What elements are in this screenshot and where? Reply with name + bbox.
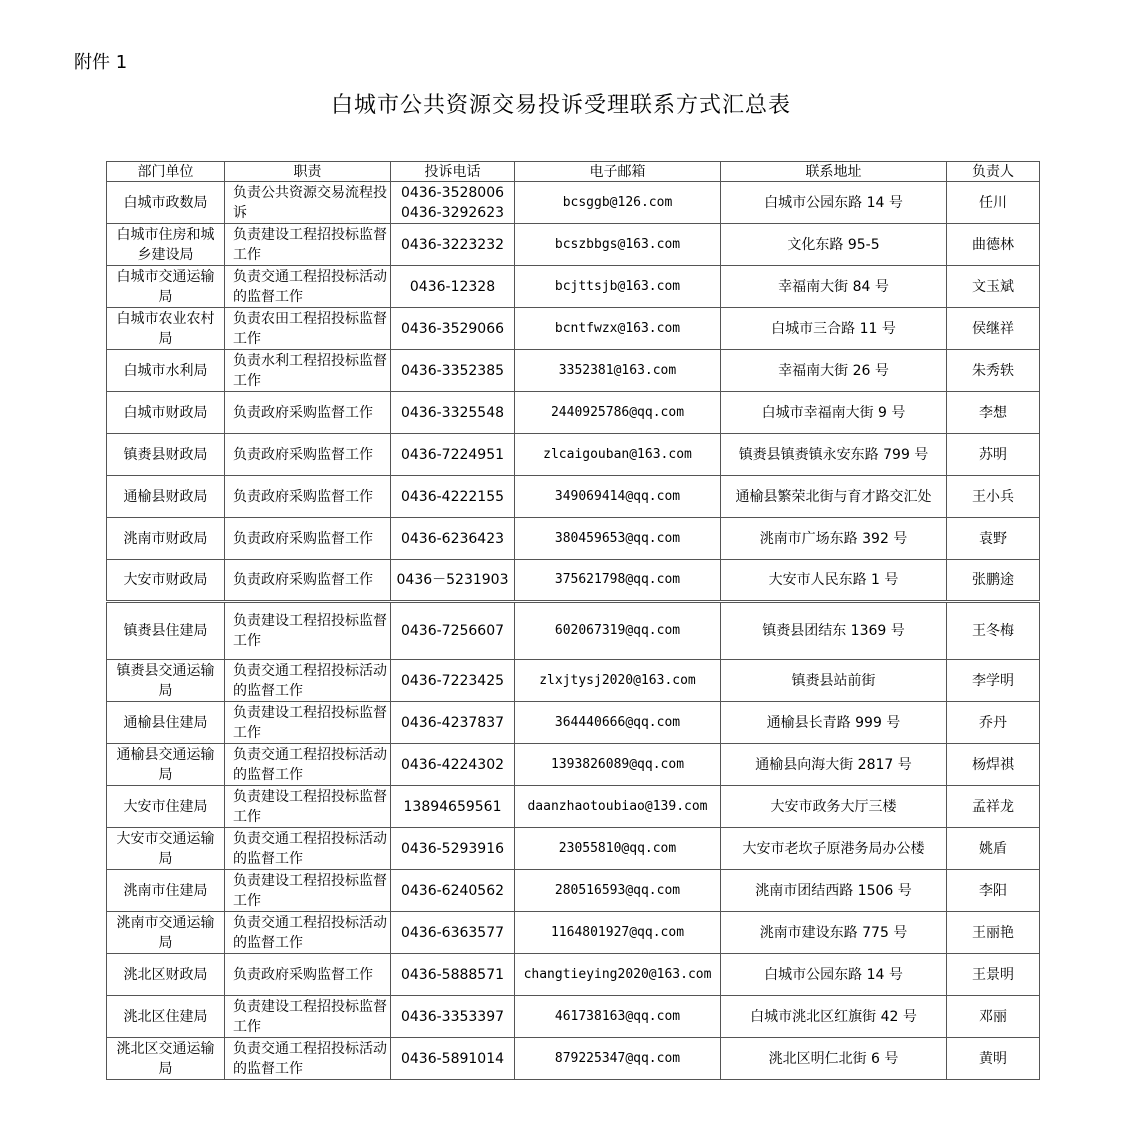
- phone-number: 0436-7223425: [400, 672, 505, 689]
- phone-number: 0436-3528006: [400, 184, 505, 201]
- duty-cell: 负责建设工程招投标监督工作: [225, 786, 391, 828]
- phone-number: 0436-3292623: [400, 204, 505, 221]
- person-cell: 黄明: [947, 1038, 1040, 1080]
- email-cell: 2440925786@qq.com: [515, 392, 721, 434]
- phone-number: 0436-4237837: [400, 714, 505, 731]
- table-row: [107, 954, 1040, 996]
- email-cell: 1393826089@qq.com: [515, 744, 721, 786]
- person-cell: 曲德林: [947, 224, 1040, 266]
- person-cell: 孟祥龙: [947, 786, 1040, 828]
- attachment-label: 附件 1: [74, 52, 128, 73]
- person-cell: 乔丹: [947, 702, 1040, 744]
- phone-cell: [391, 828, 515, 870]
- dept-cell: 通榆县财政局: [107, 476, 225, 518]
- email-cell: bcszbbgs@163.com: [515, 224, 721, 266]
- dept-cell: 白城市财政局: [107, 392, 225, 434]
- phone-number: 0436-3325548: [400, 404, 505, 421]
- phone-number: 0436-6236423: [400, 530, 505, 547]
- address-cell: 洮北区明仁北街 6 号: [721, 1038, 947, 1080]
- email-cell: bcsggb@126.com: [515, 182, 721, 224]
- dept-cell: 通榆县住建局: [107, 702, 225, 744]
- dept-cell: 镇赉县交通运输局: [107, 660, 225, 702]
- duty-cell: 负责建设工程招投标监督工作: [225, 602, 391, 660]
- address-cell: 通榆县向海大街 2817 号: [721, 744, 947, 786]
- email-cell: 1164801927@qq.com: [515, 912, 721, 954]
- dept-cell: 白城市政数局: [107, 182, 225, 224]
- phone-cell: [391, 912, 515, 954]
- email-cell: 349069414@qq.com: [515, 476, 721, 518]
- email-cell: zlxjtysj2020@163.com: [515, 660, 721, 702]
- address-cell: 通榆县长青路 999 号: [721, 702, 947, 744]
- email-cell: 380459653@qq.com: [515, 518, 721, 560]
- phone-number: 0436-5891014: [400, 1050, 505, 1067]
- phone-number: 13894659561: [403, 798, 502, 815]
- table-row: [107, 224, 1040, 266]
- header-dept: 部门单位: [107, 162, 225, 182]
- table-row: [107, 996, 1040, 1038]
- duty-cell: 负责政府采购监督工作: [225, 434, 391, 476]
- table-row: [107, 434, 1040, 476]
- person-cell: 苏明: [947, 434, 1040, 476]
- dept-cell: 白城市交通运输局: [107, 266, 225, 308]
- person-cell: 姚盾: [947, 828, 1040, 870]
- address-cell: 白城市三合路 11 号: [721, 308, 947, 350]
- phone-cell: [391, 744, 515, 786]
- phone-number: 0436-6363577: [400, 924, 505, 941]
- dept-cell: 洮北区财政局: [107, 954, 225, 996]
- dept-cell: 白城市住房和城乡建设局: [107, 224, 225, 266]
- duty-cell: 负责政府采购监督工作: [225, 392, 391, 434]
- address-cell: 通榆县繁荣北街与育才路交汇处: [721, 476, 947, 518]
- person-cell: 邓丽: [947, 996, 1040, 1038]
- phone-number: 0436-3352385: [400, 362, 505, 379]
- phone-number: 0436-5888571: [400, 966, 505, 983]
- table-row: [107, 786, 1040, 828]
- person-cell: 王丽艳: [947, 912, 1040, 954]
- phone-cell: [391, 224, 515, 266]
- duty-cell: 负责交通工程招投标活动的监督工作: [225, 744, 391, 786]
- email-cell: 602067319@qq.com: [515, 602, 721, 660]
- header-duty: 职责: [225, 162, 391, 182]
- person-cell: 李阳: [947, 870, 1040, 912]
- table-header-row: [107, 162, 1040, 182]
- phone-number: 0436-3529066: [400, 320, 505, 337]
- phone-cell: [391, 182, 515, 224]
- address-cell: 大安市政务大厅三楼: [721, 786, 947, 828]
- phone-cell: [391, 350, 515, 392]
- email-cell: 375621798@qq.com: [515, 560, 721, 602]
- dept-cell: 白城市农业农村局: [107, 308, 225, 350]
- table-row: [107, 828, 1040, 870]
- person-cell: 张鹏途: [947, 560, 1040, 602]
- duty-cell: 负责交通工程招投标活动的监督工作: [225, 912, 391, 954]
- phone-number: 0436-6240562: [400, 882, 505, 899]
- header-person: 负责人: [947, 162, 1040, 182]
- address-cell: 白城市公园东路 14 号: [721, 182, 947, 224]
- person-cell: 杨焊祺: [947, 744, 1040, 786]
- address-cell: 幸福南大街 84 号: [721, 266, 947, 308]
- email-cell: zlcaigouban@163.com: [515, 434, 721, 476]
- person-cell: 王小兵: [947, 476, 1040, 518]
- header-address: 联系地址: [721, 162, 947, 182]
- phone-cell: [391, 996, 515, 1038]
- duty-cell: 负责水利工程招投标监督工作: [225, 350, 391, 392]
- phone-cell: [391, 1038, 515, 1080]
- email-cell: 3352381@163.com: [515, 350, 721, 392]
- dept-cell: 大安市交通运输局: [107, 828, 225, 870]
- person-cell: 袁野: [947, 518, 1040, 560]
- dept-cell: 洮北区交通运输局: [107, 1038, 225, 1080]
- duty-cell: 负责农田工程招投标监督工作: [225, 308, 391, 350]
- table-body: [107, 182, 1040, 1080]
- duty-cell: 负责交通工程招投标活动的监督工作: [225, 828, 391, 870]
- person-cell: 王景明: [947, 954, 1040, 996]
- table-row: [107, 518, 1040, 560]
- person-cell: 任川: [947, 182, 1040, 224]
- person-cell: 侯继祥: [947, 308, 1040, 350]
- table-row: [107, 560, 1040, 602]
- duty-cell: 负责政府采购监督工作: [225, 560, 391, 602]
- phone-number: 0436-3353397: [400, 1008, 505, 1025]
- phone-number: 0436-12328: [409, 278, 496, 295]
- phone-cell: [391, 560, 515, 602]
- phone-number: 0436-3223232: [400, 236, 505, 253]
- phone-number: 0436-4222155: [400, 488, 505, 505]
- phone-number: 0436-4224302: [400, 756, 505, 773]
- page-title: 白城市公共资源交易投诉受理联系方式汇总表: [330, 93, 791, 118]
- email-cell: bcjttsjb@163.com: [515, 266, 721, 308]
- duty-cell: 负责建设工程招投标监督工作: [225, 224, 391, 266]
- duty-cell: 负责公共资源交易流程投诉: [225, 182, 391, 224]
- email-cell: changtieying2020@163.com: [515, 954, 721, 996]
- table-row: [107, 744, 1040, 786]
- duty-cell: 负责建设工程招投标监督工作: [225, 870, 391, 912]
- email-cell: daanzhaotoubiao@139.com: [515, 786, 721, 828]
- address-cell: 镇赉县镇赉镇永安东路 799 号: [721, 434, 947, 476]
- duty-cell: 负责政府采购监督工作: [225, 954, 391, 996]
- address-cell: 洮南市建设东路 775 号: [721, 912, 947, 954]
- dept-cell: 洮南市交通运输局: [107, 912, 225, 954]
- header-phone: 投诉电话: [391, 162, 515, 182]
- address-cell: 白城市公园东路 14 号: [721, 954, 947, 996]
- person-cell: 李学明: [947, 660, 1040, 702]
- address-cell: 大安市人民东路 1 号: [721, 560, 947, 602]
- address-cell: 洮南市广场东路 392 号: [721, 518, 947, 560]
- table-row: [107, 392, 1040, 434]
- email-cell: 23055810@qq.com: [515, 828, 721, 870]
- phone-cell: [391, 786, 515, 828]
- phone-cell: [391, 476, 515, 518]
- table-row: [107, 602, 1040, 660]
- duty-cell: 负责政府采购监督工作: [225, 518, 391, 560]
- dept-cell: 大安市住建局: [107, 786, 225, 828]
- address-cell: 文化东路 95-5: [721, 224, 947, 266]
- duty-cell: 负责交通工程招投标活动的监督工作: [225, 660, 391, 702]
- duty-cell: 负责建设工程招投标监督工作: [225, 702, 391, 744]
- person-cell: 李想: [947, 392, 1040, 434]
- duty-cell: 负责交通工程招投标活动的监督工作: [225, 266, 391, 308]
- phone-cell: [391, 602, 515, 660]
- person-cell: 朱秀轶: [947, 350, 1040, 392]
- dept-cell: 洮南市住建局: [107, 870, 225, 912]
- duty-cell: 负责政府采购监督工作: [225, 476, 391, 518]
- person-cell: 文玉斌: [947, 266, 1040, 308]
- duty-cell: 负责交通工程招投标活动的监督工作: [225, 1038, 391, 1080]
- phone-cell: [391, 702, 515, 744]
- phone-cell: [391, 266, 515, 308]
- email-cell: 364440666@qq.com: [515, 702, 721, 744]
- phone-number: 0436-7256607: [400, 623, 505, 639]
- person-cell: 王冬梅: [947, 602, 1040, 660]
- phone-cell: [391, 660, 515, 702]
- dept-cell: 白城市水利局: [107, 350, 225, 392]
- email-cell: 461738163@qq.com: [515, 996, 721, 1038]
- phone-cell: [391, 518, 515, 560]
- phone-cell: [391, 308, 515, 350]
- dept-cell: 洮南市财政局: [107, 518, 225, 560]
- phone-number: 0436-5293916: [400, 840, 505, 857]
- email-cell: 280516593@qq.com: [515, 870, 721, 912]
- table-row: [107, 660, 1040, 702]
- table-row: [107, 350, 1040, 392]
- phone-cell: [391, 434, 515, 476]
- table-row: [107, 1038, 1040, 1080]
- phone-cell: [391, 392, 515, 434]
- table-row: [107, 308, 1040, 350]
- duty-cell: 负责建设工程招投标监督工作: [225, 996, 391, 1038]
- address-cell: 白城市洮北区红旗街 42 号: [721, 996, 947, 1038]
- address-cell: 大安市老坎子原港务局办公楼: [721, 828, 947, 870]
- table-row: [107, 702, 1040, 744]
- address-cell: 镇赉县站前街: [721, 660, 947, 702]
- dept-cell: 镇赉县财政局: [107, 434, 225, 476]
- phone-number: 0436－5231903: [396, 572, 509, 588]
- address-cell: 镇赉县团结东 1369 号: [721, 602, 947, 660]
- email-cell: bcntfwzx@163.com: [515, 308, 721, 350]
- email-cell: 879225347@qq.com: [515, 1038, 721, 1080]
- phone-cell: [391, 954, 515, 996]
- contact-table: [106, 161, 1040, 1080]
- phone-number: 0436-7224951: [400, 446, 505, 463]
- dept-cell: 大安市财政局: [107, 560, 225, 602]
- dept-cell: 洮北区住建局: [107, 996, 225, 1038]
- header-email: 电子邮箱: [515, 162, 721, 182]
- table-row: [107, 266, 1040, 308]
- table-row: [107, 182, 1040, 224]
- address-cell: 白城市幸福南大街 9 号: [721, 392, 947, 434]
- address-cell: 洮南市团结西路 1506 号: [721, 870, 947, 912]
- table-row: [107, 912, 1040, 954]
- dept-cell: 镇赉县住建局: [107, 602, 225, 660]
- table-row: [107, 476, 1040, 518]
- table-row: [107, 870, 1040, 912]
- address-cell: 幸福南大街 26 号: [721, 350, 947, 392]
- phone-cell: [391, 870, 515, 912]
- dept-cell: 通榆县交通运输局: [107, 744, 225, 786]
